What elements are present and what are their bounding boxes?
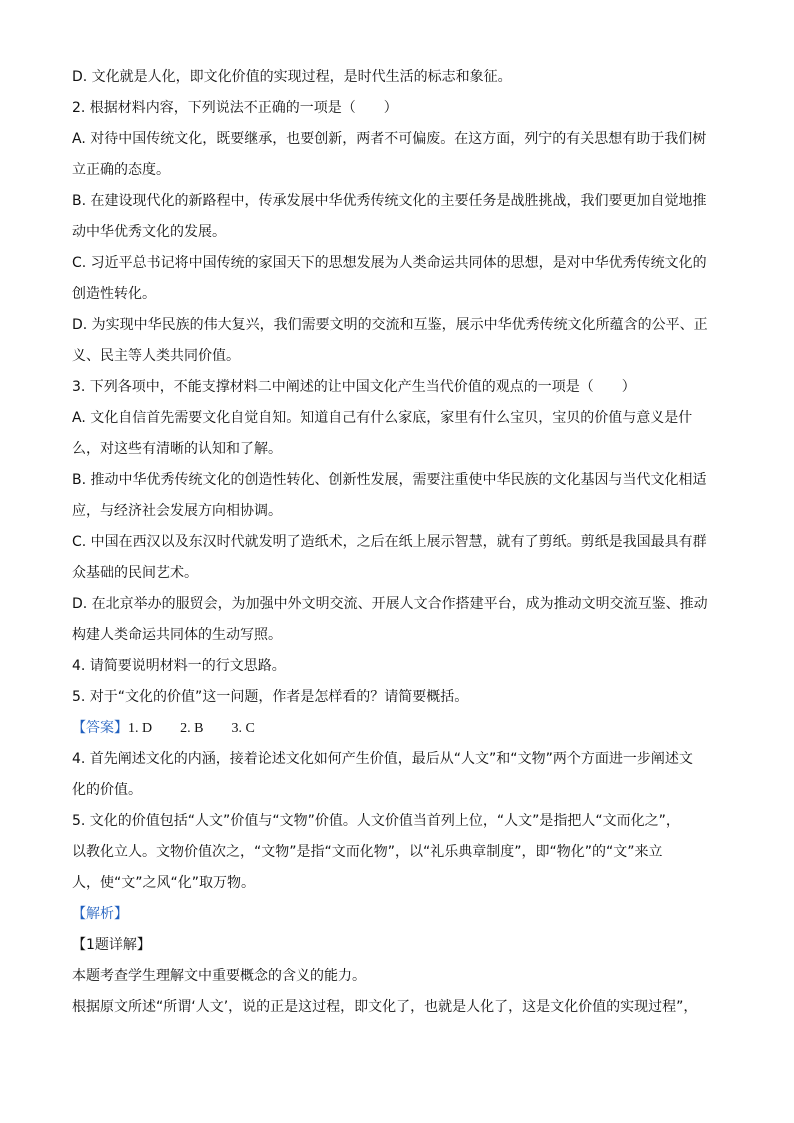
q2-option-b-line2: 动中华优秀文化的发展。 <box>72 224 226 240</box>
q3-option-c-line2: 众基础的民间艺术。 <box>72 565 198 581</box>
detail-line1: 本题考查学生理解文中重要概念的含义的能力。 <box>72 968 366 984</box>
answer-values: 1. D 2. B 3. C <box>128 721 255 736</box>
q2-option-a-line2: 立正确的态度。 <box>72 162 170 178</box>
answer-4-line1: 4. 首先阐述文化的内涵，接着论述文化如何产生价值，最后从“人文”和“文物”两个方面进一步阐述文 <box>72 751 693 767</box>
q2-stem: 2. 根据材料内容，下列说法不正确的一项是（ ） <box>72 100 398 116</box>
analysis-label: 【解析】 <box>72 906 128 922</box>
q3-option-a-line2: 么，对这些有清晰的认知和了解。 <box>72 441 282 457</box>
q2-option-d-line1: D. 为实现中华民族的伟大复兴，我们需要文明的交流和互鉴，展示中华优秀传统文化所蕴含的公平、正 <box>72 317 708 333</box>
document-page <box>72 62 722 1023</box>
q3-option-d-line1: D. 在北京举办的服贸会，为加强中外文明交流、开展人文合作搭建平台，成为推动文明交流互鉴、推动 <box>72 596 708 612</box>
q1-option-d: D. 文化就是人化，即文化价值的实现过程，是时代生活的标志和象征。 <box>72 69 512 85</box>
q2-option-a-line1: A. 对待中国传统文化，既要继承，也要创新，两者不可偏废。在这方面，列宁的有关思想有助于我们树 <box>72 131 707 147</box>
answer-row <box>72 713 722 744</box>
answer-4-line2: 化的价值。 <box>72 782 142 798</box>
q2-option-c-line2: 创造性转化。 <box>72 286 156 302</box>
q2-option-b-line1: B. 在建设现代化的新路程中，传承发展中华优秀传统文化的主要任务是战胜挑战，我们要更加自觉地推 <box>72 193 707 209</box>
detail-heading: 【1题详解】 <box>72 937 151 953</box>
q4-stem: 4. 请简要说明材料一的行文思路。 <box>72 658 286 674</box>
q3-option-a-line1: A. 文化自信首先需要文化自觉自知。知道自己有什么家底，家里有什么宝贝，宝贝的价值与意义是什 <box>72 410 693 426</box>
q5-stem: 5. 对于“文化的价值”这一问题，作者是怎样看的？请简要概括。 <box>72 689 469 705</box>
answer-5-line1: 5. 文化的价值包括“人文”价值与“文物”价值。人文价值当首列上位，“人文”是指把人“文而化之”， <box>72 813 680 829</box>
q3-option-b-line2: 应，与经济社会发展方向相协调。 <box>72 503 282 519</box>
q2-option-d-line2: 义、民主等人类共同价值。 <box>72 348 240 364</box>
detail-line2: 根据原文所述“所谓‘人文’，说的正是这过程，即文化了，也就是人化了，这是文化价值的实现过程”， <box>72 999 698 1015</box>
q3-stem: 3. 下列各项中，不能支撑材料二中阐述的让中国文化产生当代价值的观点的一项是（ ） <box>72 379 636 395</box>
answer-label: 【答案】 <box>72 720 128 736</box>
q3-option-d-line2: 构建人类命运共同体的生动写照。 <box>72 627 282 643</box>
q3-option-c-line1: C. 中国在西汉以及东汉时代就发明了造纸术，之后在纸上展示智慧，就有了剪纸。剪纸是我国最具有群 <box>72 534 707 550</box>
answer-5-line3: 人，使“文”之风“化”取万物。 <box>72 875 256 891</box>
q3-option-b-line1: B. 推动中华优秀传统文化的创造性转化、创新性发展，需要注重使中华民族的文化基因与当代文化相适 <box>72 472 707 488</box>
q2-option-c-line1: C. 习近平总书记将中国传统的家国天下的思想发展为人类命运共同体的思想，是对中华优秀传统文化的 <box>72 255 707 271</box>
answer-5-line2: 以教化立人。文物价值次之，“文物”是指“文而化物”，以“礼乐典章制度”，即“物化”的“文”来立 <box>72 844 663 860</box>
